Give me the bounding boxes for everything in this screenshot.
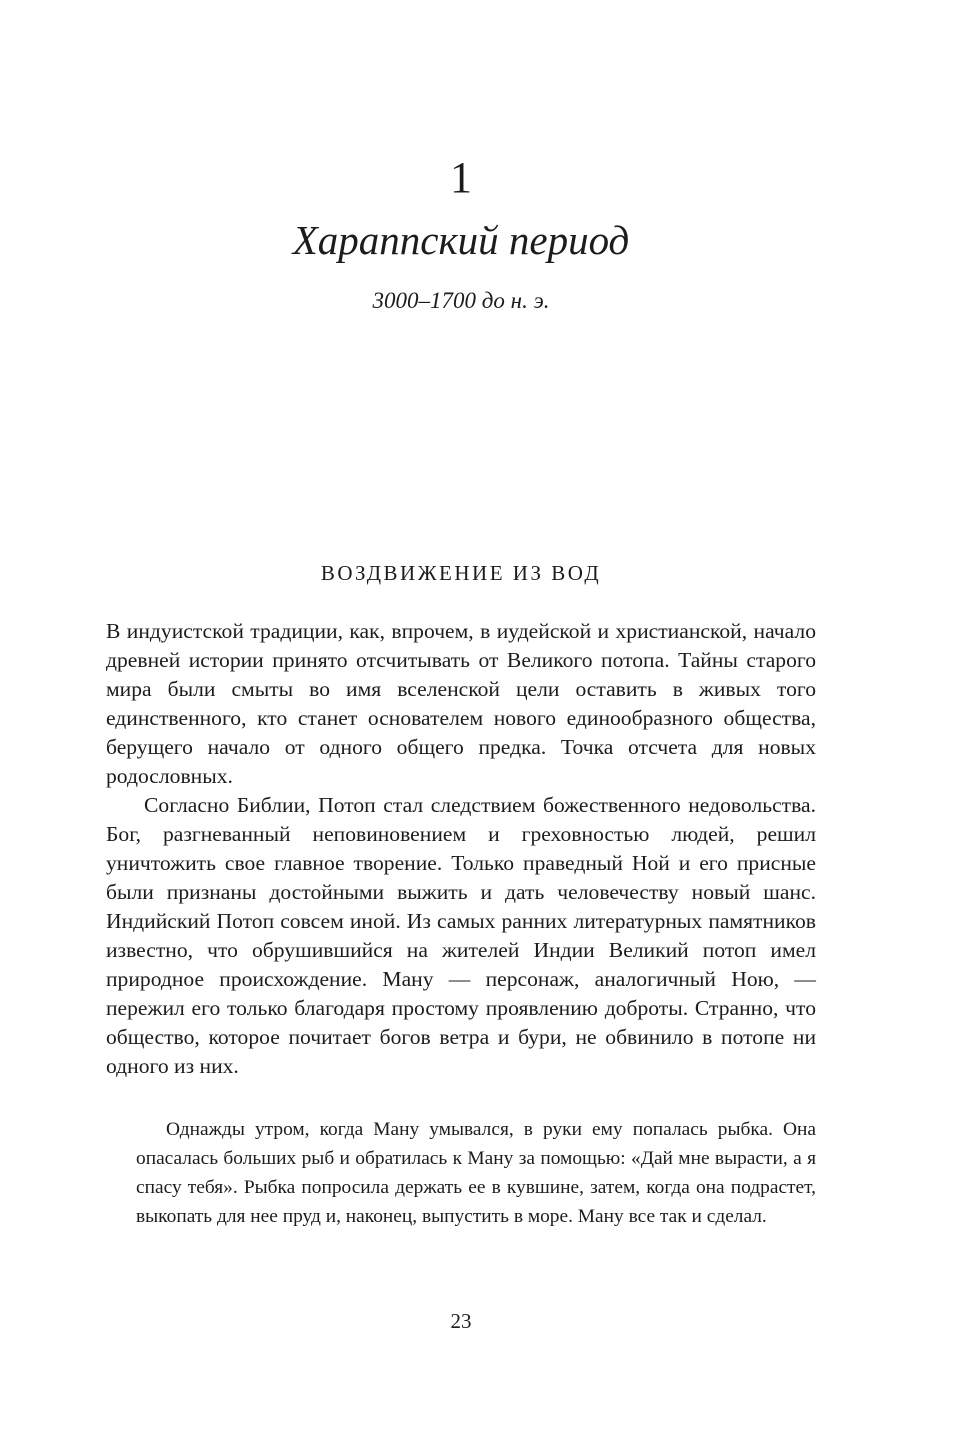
section-heading: ВОЗДВИЖЕНИЕ ИЗ ВОД <box>320 561 602 585</box>
chapter-title: Хараппский период <box>292 217 630 263</box>
body-paragraph-2: Согласно Библии, Потоп стал следствием божественного недовольства. Бог, разгневанный неповиновением и греховностью людей, решил уничтожить свое главное творение. Только праведный Ной и его присные были признаны достойными выжить и дать человечеству новый шанс. Индийский Потоп совсем иной. Из самых ранних литературных памятников известно, что обрушившийся на жителей Индии Великий потоп имел природное происхождение. Ману — персонаж, аналогичный Ною, — пережил его только благодаря простому проявлению доброты. Странно, что общество, которое почитает богов ветра и бури, не обвинило в потопе ни одного из них. <box>106 793 816 1078</box>
chapter-dates: 3000–1700 до н. э. <box>372 288 550 313</box>
body-paragraph-1: В индуистской традиции, как, впрочем, в иудейской и христианской, начало древней истории принято отсчитывать от Великого потопа. Тайны старого мира были смыты во имя вселенской цели оставить в живых того единственного, кто станет основателем нового единообразного общества, берущего начало от одного общего предка. Точка отсчета для новых родословных. <box>106 619 816 788</box>
quote-block <box>136 1115 816 1231</box>
body-text <box>106 617 816 1081</box>
page-number: 23 <box>450 1309 472 1333</box>
chapter-number: 1 <box>450 153 472 202</box>
quote-paragraph: Однажды утром, когда Ману умывался, в руки ему попалась рыбка. Она опасалась больших рыб и обратилась к Ману за помощью: «Дай мне вырасти, а я спасу тебя». Рыбка попросила держать ее в кувшине, затем, когда она подрастет, выкопать для нее пруд и, наконец, выпустить в море. Ману все так и сделал. <box>136 1119 816 1227</box>
